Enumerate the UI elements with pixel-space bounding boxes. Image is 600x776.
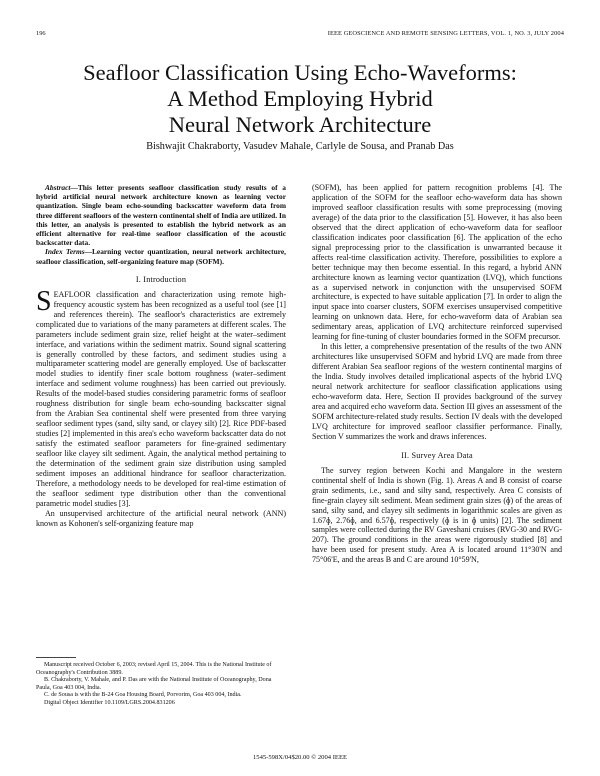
journal-name: IEEE GEOSCIENCE AND REMOTE SENSING LETTERS, VOL. 1, NO. 3, JULY 2004: [327, 30, 564, 37]
intro-paragraph-2: An unsupervised architecture of the artificial neural network (ANN) known as Kohonen's self-organizing feature map: [36, 508, 286, 528]
abstract-label: Abstract—: [45, 183, 78, 192]
author-list: Bishwajit Chakraborty, Vasudev Mahale, Carlyle de Sousa, and Pranab Das: [146, 141, 454, 152]
footnote-rule: [36, 657, 76, 658]
index-terms-text: Learning vector quantization, neural network architecture, seafloor classification, self-organizing feature map (SOFM).: [36, 247, 286, 266]
title-line-3: Neural Network Architecture: [168, 112, 432, 137]
page-number: 196: [36, 30, 46, 37]
index-terms-label: Index Terms—: [45, 247, 92, 257]
intro-paragraph-1: [36, 285, 286, 509]
section-heading-survey-area: II. Survey Area Data: [401, 450, 473, 460]
footnote-affiliation-1: B. Chakraborty, V. Mahale, and P. Das are with the National Institute of Oceanography, Dona Paula, Goa 403 004, India.: [36, 677, 272, 691]
right-column: [312, 183, 562, 565]
footnotes: [36, 662, 286, 707]
footnote-affiliation-2: C. de Sousa is with the B-24 Goa Housing Board, Porvorim, Goa 403 004, India.: [44, 692, 242, 698]
intro-paragraph-1-text: EAFLOOR classification and characterization using remote high-frequency acoustic system has been recognized as a useful tool (see [1] and references therein). The seafloor's characteristics are extremely complicated due to variations of the many parameters at different scales. The parameters include sediment grain size, relief height at the water–sediment interface, and variations within the sediment matrix. Sound signal scattering is generally controlled by these factors, and sediment studies using a multiparameter scattering model are generally employed. Use of backscatter model studies to identify finer scale bottom roughness (water–sediment interface and sediment volume roughness) has been carried out previously. Results of the model-based studies considering parametric forms of seafloor roughness distribution for single beam echo-sounding backscatter signal from the Arabian Sea continental shelf were presented from three varying seafloor sediment types (sand, silty sand, or clayey silt) [2]. Rice PDF-based studies [2] implemented in this area's echo waveform backscatter data do not satisfy the estimated seafloor parameters for fine-grained sedimentary seafloor like clayey silt sediment. Again, the analytical method pertaining to the determination of the sediment grain size distribution using sampled sediment imposes an additional hindrance for seafloor characterization. Therefore, a methodology needs to be developed for real-time estimation of the seafloor sediment type distribution other than the conventional parametric model studies [3].: [36, 289, 286, 508]
footnote-doi: Digital Object Identifier 10.1109/LGRS.2004.831206: [44, 699, 175, 706]
paper-title: [30, 60, 570, 138]
intro-paragraph-4: In this letter, a comprehensive presentation of the results of the two ANN architectures like unsupervised SOFM and hybrid LVQ are made from three different Arabian Sea seafloor regions of the western continental margins of the India. Study involves detailed implicational aspects of the hybrid LVQ neural network architecture for seafloor classification applications using echo-waveform data. Here, Section II provides background of the survey area and acquired echo waveform data. Section III gives an assessment of the SOFM architecture-related study results. Section IV deals with the developed LVQ architecture for improved seafloor classifier performance. Finally, Section V summarizes the work and draws inferences.: [312, 342, 562, 441]
left-column: [36, 183, 286, 529]
survey-paragraph-1: The survey region between Kochi and Mangalore in the western continental shelf of India is shown (Fig. 1). Areas A and B consist of coarse grain sediments, i.e., sand and silty sand, respectively. Area C consists of fine-grain clayey silt sediment. Mean sediment grain sizes (ɸ) of the areas of sand, silty sand, and clayey silt sediments in logarithmic scales are given as 1.67ɸ, 2.76ɸ, and 6.57ɸ, respectively (ɸ is in ɸ units) [2]. The sediment samples were collected during the RV Gaveshani cruises (RVG-30 and RVG-207). The ground conditions in the areas were rigorously studied [8] and have been used for present study. Area A is located around 11°30'N and 75°06'E, and the areas B and C are around 10°59'N,: [312, 465, 562, 565]
drop-cap: S: [36, 285, 52, 317]
running-header: [36, 30, 564, 42]
index-terms: [36, 247, 286, 265]
copyright-line: 1545-598X/04$20.00 © 2004 IEEE: [252, 754, 348, 761]
intro-paragraph-3: (SOFM), has been applied for pattern recognition problems [4]. The application of the SOFM for the seafloor echo-waveform data has shown improved seafloor classification results with some preprocessing (moving average) of the data prior to the classification [5]. However, it has also been observed that the direct application of echo-waveform data for seafloor classification indicates poor classification [6]. The application of the echo signal preprocessing prior to the classification is unwarranted because it affects real-time classification activity. Therefore, possibilities to explore a better technique may then become essential. In this regard, a hybrid ANN architecture known as learning vector quantization (LVQ), which functions as a supervised network in conjunction with the unsupervised SOFM architecture, is expected to have suitable application [7]. In order to align the input space into coarser clusters, SOFM exercises unsupervised competitive learning on unknown data. Here, for echo-waveform data of Arabian sea sedimentary areas, application of LVQ architecture reinforced supervised learning for fine-tuning of cluster boundaries formed in the SOFM precursor.: [312, 183, 562, 342]
abstract: [36, 183, 286, 247]
section-heading-introduction: I. Introduction: [135, 274, 187, 284]
footnote-manuscript: Manuscript received October 6, 2003; revised April 15, 2004. This is the National Institute of Oceanography's Contribution 3889.: [36, 662, 272, 676]
abstract-text: This letter presents seafloor classification study results of a hybrid artificial neural network architecture known as learning vector quantization. Single beam echo-sounding backscatter waveform data from three different seafloors of the western continental shelf of India are utilized. In this letter, an analysis is presented to establish the hybrid network as an efficient alternative for real-time seafloor classification of the acoustic backscatter data.: [36, 183, 286, 248]
title-line-2: A Method Employing Hybrid: [167, 86, 433, 111]
title-line-1: Seafloor Classification Using Echo-Waveforms:: [83, 60, 517, 85]
